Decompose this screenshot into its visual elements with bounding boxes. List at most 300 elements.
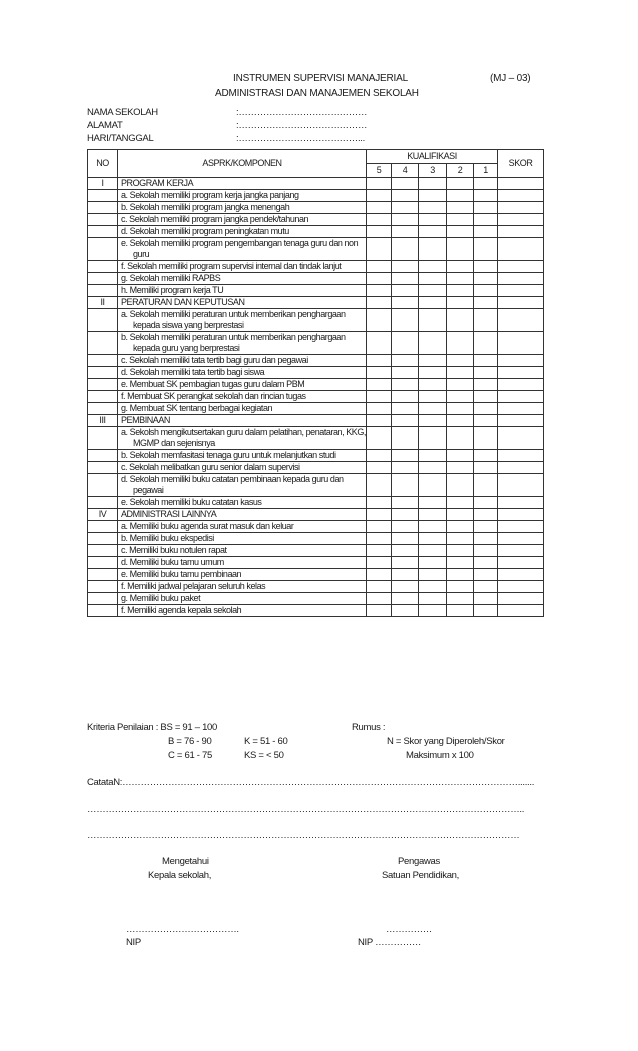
- item-cell: [118, 427, 367, 450]
- skor-cell[interactable]: [498, 261, 544, 273]
- sign-right-nip: NIP ……………: [358, 937, 422, 948]
- score-header-5: 5: [367, 164, 392, 178]
- score-cell[interactable]: [419, 332, 447, 355]
- score-cell[interactable]: [392, 605, 419, 617]
- skor-cell[interactable]: [498, 605, 544, 617]
- criteria-c: C = 61 - 75: [168, 750, 212, 761]
- score-cell[interactable]: [419, 521, 447, 533]
- item-label: c. Sekolah memiliki tata tertib bagi guru dan pegawai: [121, 355, 308, 365]
- skor-cell[interactable]: [498, 355, 544, 367]
- score-cell[interactable]: [474, 238, 498, 261]
- score-cell[interactable]: [367, 309, 392, 332]
- item-cell: [118, 474, 367, 497]
- score-cell[interactable]: [367, 238, 392, 261]
- table-row: [88, 379, 544, 391]
- item-cell: [118, 462, 367, 474]
- item-label: b. Sekolah memiliki program jangka menengah: [121, 202, 290, 212]
- score-cell[interactable]: [392, 521, 419, 533]
- score-cell[interactable]: [447, 533, 474, 545]
- supervision-table: [87, 149, 544, 617]
- section-number: III: [88, 415, 118, 427]
- sign-left-title: Mengetahui: [162, 856, 209, 867]
- section-cell: [419, 509, 447, 521]
- score-cell[interactable]: [392, 557, 419, 569]
- item-label: d. Memiliki buku tamu umum: [121, 557, 224, 567]
- skor-cell[interactable]: [498, 309, 544, 332]
- score-cell[interactable]: [367, 557, 392, 569]
- score-cell[interactable]: [367, 497, 392, 509]
- score-cell[interactable]: [419, 569, 447, 581]
- section-row: [88, 297, 544, 309]
- score-cell[interactable]: [367, 545, 392, 557]
- item-label: b. Sekolah memiliki peraturan untuk memberikan penghargaan kepada guru yang berprestasi: [121, 332, 346, 353]
- sign-left-role: Kepala sekolah,: [148, 870, 212, 881]
- score-cell[interactable]: [474, 462, 498, 474]
- section-cell: [498, 178, 544, 190]
- score-cell[interactable]: [474, 202, 498, 214]
- score-cell[interactable]: [392, 285, 419, 297]
- item-cell: [118, 367, 367, 379]
- skor-cell[interactable]: [498, 403, 544, 415]
- sign-right-title: Pengawas: [398, 856, 440, 867]
- score-cell[interactable]: [447, 605, 474, 617]
- score-cell[interactable]: [419, 497, 447, 509]
- section-title: PEMBINAAN: [118, 415, 367, 427]
- section-row: [88, 415, 544, 427]
- section-title: ADMINISTRASI LAINNYA: [118, 509, 367, 521]
- score-cell[interactable]: [474, 557, 498, 569]
- score-cell[interactable]: [419, 403, 447, 415]
- criteria-ks: KS = < 50: [244, 750, 284, 761]
- item-label: d. Sekolah memiliki tata tertib bagi siswa: [121, 367, 265, 377]
- notes-line-3[interactable]: ……………………………………………………………………………………………………………………………: [87, 830, 520, 841]
- score-cell[interactable]: [392, 581, 419, 593]
- table-row: [88, 332, 544, 355]
- score-cell[interactable]: [419, 427, 447, 450]
- score-cell[interactable]: [474, 569, 498, 581]
- item-label: f. Membuat SK perangkat sekolah dan rincian tugas: [121, 391, 306, 401]
- score-cell[interactable]: [419, 450, 447, 462]
- score-cell[interactable]: [367, 474, 392, 497]
- score-cell[interactable]: [474, 521, 498, 533]
- table-row: [88, 462, 544, 474]
- skor-cell[interactable]: [498, 202, 544, 214]
- score-cell[interactable]: [392, 273, 419, 285]
- score-cell[interactable]: [474, 593, 498, 605]
- score-cell[interactable]: [392, 226, 419, 238]
- score-cell[interactable]: [419, 474, 447, 497]
- score-cell[interactable]: [474, 214, 498, 226]
- item-cell: [118, 545, 367, 557]
- skor-cell[interactable]: [498, 545, 544, 557]
- score-cell[interactable]: [447, 557, 474, 569]
- col-header-no: NO: [88, 150, 118, 178]
- score-cell[interactable]: [392, 379, 419, 391]
- item-cell: [118, 569, 367, 581]
- score-cell[interactable]: [367, 355, 392, 367]
- row-number-cell: [88, 190, 118, 202]
- score-cell[interactable]: [447, 581, 474, 593]
- item-cell: [118, 238, 367, 261]
- score-cell[interactable]: [367, 403, 392, 415]
- row-number-cell: [88, 497, 118, 509]
- score-cell[interactable]: [392, 593, 419, 605]
- item-label: a. Sekolah memiliki peraturan untuk memberikan penghargaan kepada siswa yang berprestasi: [121, 309, 346, 330]
- section-cell: [474, 297, 498, 309]
- item-cell: [118, 332, 367, 355]
- item-label: a. Sekolah memiliki program kerja jangka panjang: [121, 190, 299, 200]
- score-cell[interactable]: [419, 533, 447, 545]
- score-cell[interactable]: [447, 427, 474, 450]
- score-cell[interactable]: [474, 285, 498, 297]
- table-row: [88, 450, 544, 462]
- score-cell[interactable]: [447, 214, 474, 226]
- section-cell: [447, 297, 474, 309]
- section-number: II: [88, 297, 118, 309]
- score-cell[interactable]: [447, 569, 474, 581]
- score-cell[interactable]: [474, 261, 498, 273]
- score-cell[interactable]: [367, 521, 392, 533]
- score-cell[interactable]: [392, 367, 419, 379]
- score-cell[interactable]: [392, 462, 419, 474]
- table-row: [88, 190, 544, 202]
- sign-left-name-line[interactable]: ……………………………….: [126, 924, 239, 935]
- section-cell: [474, 178, 498, 190]
- item-label: g. Memiliki buku paket: [121, 593, 201, 603]
- score-cell[interactable]: [419, 202, 447, 214]
- item-cell: [118, 285, 367, 297]
- skor-cell[interactable]: [498, 226, 544, 238]
- score-cell[interactable]: [419, 238, 447, 261]
- skor-cell[interactable]: [498, 190, 544, 202]
- skor-cell[interactable]: [498, 533, 544, 545]
- item-cell: [118, 391, 367, 403]
- score-cell[interactable]: [474, 403, 498, 415]
- score-cell[interactable]: [392, 190, 419, 202]
- score-cell[interactable]: [474, 427, 498, 450]
- table-row: [88, 403, 544, 415]
- score-cell[interactable]: [447, 238, 474, 261]
- score-cell[interactable]: [447, 261, 474, 273]
- row-number-cell: [88, 355, 118, 367]
- score-cell[interactable]: [447, 593, 474, 605]
- skor-cell[interactable]: [498, 214, 544, 226]
- score-cell[interactable]: [447, 190, 474, 202]
- table-body: [88, 178, 544, 617]
- score-cell[interactable]: [392, 569, 419, 581]
- item-cell: [118, 309, 367, 332]
- item-cell: [118, 403, 367, 415]
- score-cell[interactable]: [474, 533, 498, 545]
- row-number-cell: [88, 450, 118, 462]
- sign-right-role: Satuan Pendidikan,: [382, 870, 459, 881]
- date-field[interactable]: :…………………………………...: [236, 133, 365, 144]
- col-header-skor: SKOR: [498, 150, 544, 178]
- score-cell[interactable]: [367, 379, 392, 391]
- score-cell[interactable]: [447, 391, 474, 403]
- row-number-cell: [88, 332, 118, 355]
- form-subtitle: ADMINISTRASI DAN MANAJEMEN SEKOLAH: [215, 88, 419, 99]
- skor-cell[interactable]: [498, 391, 544, 403]
- score-cell[interactable]: [419, 462, 447, 474]
- score-cell[interactable]: [474, 226, 498, 238]
- item-cell: [118, 190, 367, 202]
- score-cell[interactable]: [447, 355, 474, 367]
- score-cell[interactable]: [419, 581, 447, 593]
- score-cell[interactable]: [392, 261, 419, 273]
- section-cell: [419, 415, 447, 427]
- score-cell[interactable]: [392, 355, 419, 367]
- row-number-cell: [88, 533, 118, 545]
- skor-cell[interactable]: [498, 285, 544, 297]
- score-cell[interactable]: [367, 332, 392, 355]
- skor-cell[interactable]: [498, 581, 544, 593]
- score-cell[interactable]: [392, 332, 419, 355]
- score-cell[interactable]: [392, 238, 419, 261]
- table-row: [88, 427, 544, 450]
- score-cell[interactable]: [419, 605, 447, 617]
- address-field[interactable]: :……………………………………: [236, 120, 368, 131]
- score-cell[interactable]: [419, 391, 447, 403]
- section-cell: [392, 178, 419, 190]
- score-cell[interactable]: [474, 545, 498, 557]
- item-label: e. Sekolah memiliki buku catatan kasus: [121, 497, 262, 507]
- score-cell[interactable]: [392, 450, 419, 462]
- row-number-cell: [88, 581, 118, 593]
- school-name-label: NAMA SEKOLAH: [87, 107, 158, 118]
- score-cell[interactable]: [367, 593, 392, 605]
- skor-cell[interactable]: [498, 497, 544, 509]
- school-name-field[interactable]: :……………………………………: [236, 107, 368, 118]
- form-code: (MJ – 03): [490, 73, 531, 84]
- score-header-1: 1: [474, 164, 498, 178]
- skor-cell[interactable]: [498, 273, 544, 285]
- score-cell[interactable]: [447, 309, 474, 332]
- score-cell[interactable]: [474, 367, 498, 379]
- score-cell[interactable]: [392, 202, 419, 214]
- row-number-cell: [88, 557, 118, 569]
- score-cell[interactable]: [474, 474, 498, 497]
- score-cell[interactable]: [367, 533, 392, 545]
- score-header-2: 2: [447, 164, 474, 178]
- table-row: [88, 557, 544, 569]
- score-cell[interactable]: [392, 474, 419, 497]
- row-number-cell: [88, 379, 118, 391]
- row-number-cell: [88, 427, 118, 450]
- skor-cell[interactable]: [498, 474, 544, 497]
- score-cell[interactable]: [367, 569, 392, 581]
- table-row: [88, 273, 544, 285]
- section-cell: [498, 415, 544, 427]
- score-cell[interactable]: [419, 285, 447, 297]
- skor-cell[interactable]: [498, 379, 544, 391]
- score-cell[interactable]: [367, 226, 392, 238]
- score-cell[interactable]: [447, 450, 474, 462]
- section-cell: [367, 509, 392, 521]
- score-cell[interactable]: [447, 545, 474, 557]
- skor-cell[interactable]: [498, 332, 544, 355]
- score-cell[interactable]: [367, 190, 392, 202]
- score-cell[interactable]: [419, 545, 447, 557]
- skor-cell[interactable]: [498, 521, 544, 533]
- score-cell[interactable]: [474, 581, 498, 593]
- score-cell[interactable]: [392, 497, 419, 509]
- item-label: a. Sekolsh mengikutsertakan guru dalam pelatihan, penataran, KKG, MGMP dan sejenisnya: [121, 427, 366, 448]
- score-cell[interactable]: [474, 391, 498, 403]
- score-cell[interactable]: [474, 190, 498, 202]
- score-cell[interactable]: [474, 309, 498, 332]
- score-cell[interactable]: [474, 332, 498, 355]
- skor-cell[interactable]: [498, 557, 544, 569]
- item-cell: [118, 379, 367, 391]
- skor-cell[interactable]: [498, 450, 544, 462]
- item-label: f. Sekolah memiliki program supervisi internal dan tindak lanjut: [121, 261, 342, 271]
- score-cell[interactable]: [419, 593, 447, 605]
- score-cell[interactable]: [419, 190, 447, 202]
- score-cell[interactable]: [474, 497, 498, 509]
- score-cell[interactable]: [447, 497, 474, 509]
- score-cell[interactable]: [367, 605, 392, 617]
- rumus-formula: N = Skor yang Diperoleh/Skor: [387, 736, 505, 747]
- skor-cell[interactable]: [498, 593, 544, 605]
- table-row: [88, 605, 544, 617]
- table-row: [88, 226, 544, 238]
- row-number-cell: [88, 261, 118, 273]
- rumus-label: Rumus :: [352, 722, 386, 733]
- section-cell: [447, 178, 474, 190]
- table-row: [88, 367, 544, 379]
- row-number-cell: [88, 474, 118, 497]
- score-cell[interactable]: [367, 285, 392, 297]
- row-number-cell: [88, 593, 118, 605]
- table-row: [88, 391, 544, 403]
- table-row: [88, 581, 544, 593]
- notes-field[interactable]: CatataN:………………………………………………………………………………………………………………….......: [87, 777, 535, 788]
- sign-right-name-line[interactable]: ……………: [386, 924, 433, 935]
- row-number-cell: [88, 202, 118, 214]
- item-cell: [118, 450, 367, 462]
- score-cell[interactable]: [367, 450, 392, 462]
- criteria-k: K = 51 - 60: [244, 736, 288, 747]
- score-cell[interactable]: [447, 521, 474, 533]
- score-cell[interactable]: [447, 202, 474, 214]
- score-cell[interactable]: [367, 273, 392, 285]
- score-cell[interactable]: [447, 226, 474, 238]
- table-row: [88, 545, 544, 557]
- table-row: [88, 261, 544, 273]
- rumus-max: Maksimum x 100: [406, 750, 474, 761]
- col-header-aspek: ASPRK/KOMPONEN: [118, 150, 367, 178]
- score-cell[interactable]: [474, 355, 498, 367]
- skor-cell[interactable]: [498, 427, 544, 450]
- score-cell[interactable]: [392, 214, 419, 226]
- section-title: PROGRAM KERJA: [118, 178, 367, 190]
- skor-cell[interactable]: [498, 367, 544, 379]
- section-cell: [474, 415, 498, 427]
- score-cell[interactable]: [474, 605, 498, 617]
- item-cell: [118, 593, 367, 605]
- row-number-cell: [88, 309, 118, 332]
- section-row: [88, 178, 544, 190]
- score-cell[interactable]: [447, 403, 474, 415]
- score-cell[interactable]: [447, 462, 474, 474]
- score-cell[interactable]: [367, 367, 392, 379]
- section-title: PERATURAN DAN KEPUTUSAN: [118, 297, 367, 309]
- table-row: [88, 521, 544, 533]
- score-cell[interactable]: [474, 273, 498, 285]
- skor-cell[interactable]: [498, 462, 544, 474]
- score-cell[interactable]: [392, 403, 419, 415]
- section-row: [88, 509, 544, 521]
- score-cell[interactable]: [419, 367, 447, 379]
- item-cell: [118, 497, 367, 509]
- score-cell[interactable]: [392, 427, 419, 450]
- score-cell[interactable]: [392, 391, 419, 403]
- score-cell[interactable]: [419, 557, 447, 569]
- score-cell[interactable]: [367, 391, 392, 403]
- row-number-cell: [88, 226, 118, 238]
- row-number-cell: [88, 521, 118, 533]
- score-cell[interactable]: [447, 332, 474, 355]
- score-cell[interactable]: [447, 285, 474, 297]
- score-cell[interactable]: [447, 273, 474, 285]
- score-cell[interactable]: [392, 309, 419, 332]
- skor-cell[interactable]: [498, 238, 544, 261]
- sign-left-nip: NIP: [126, 937, 141, 948]
- item-cell: [118, 557, 367, 569]
- item-label: f. Memiliki agenda kepala sekolah: [121, 605, 242, 615]
- score-cell[interactable]: [474, 450, 498, 462]
- score-cell[interactable]: [367, 462, 392, 474]
- section-cell: [367, 415, 392, 427]
- table-row: [88, 309, 544, 332]
- score-cell[interactable]: [367, 214, 392, 226]
- notes-line-2[interactable]: ……………………………………………………………………………………………………………………………..: [87, 804, 525, 815]
- table-row: [88, 214, 544, 226]
- skor-cell[interactable]: [498, 569, 544, 581]
- table-row: [88, 533, 544, 545]
- score-cell[interactable]: [419, 273, 447, 285]
- section-number: IV: [88, 509, 118, 521]
- score-cell[interactable]: [419, 309, 447, 332]
- score-cell[interactable]: [447, 379, 474, 391]
- score-cell[interactable]: [367, 581, 392, 593]
- form-title: INSTRUMEN SUPERVISI MANAJERIAL: [233, 73, 408, 84]
- section-cell: [419, 297, 447, 309]
- criteria-label: Kriteria Penilaian : BS = 91 – 100: [87, 722, 218, 733]
- score-cell[interactable]: [392, 533, 419, 545]
- row-number-cell: [88, 214, 118, 226]
- score-cell[interactable]: [367, 427, 392, 450]
- table-row: [88, 593, 544, 605]
- score-cell[interactable]: [367, 202, 392, 214]
- section-cell: [498, 509, 544, 521]
- item-cell: [118, 273, 367, 285]
- score-cell[interactable]: [367, 261, 392, 273]
- score-cell[interactable]: [419, 379, 447, 391]
- score-cell[interactable]: [419, 226, 447, 238]
- score-cell[interactable]: [447, 474, 474, 497]
- score-cell[interactable]: [474, 379, 498, 391]
- score-cell[interactable]: [419, 355, 447, 367]
- score-cell[interactable]: [392, 545, 419, 557]
- item-label: c. Sekolah memiliki program jangka pendek/tahunan: [121, 214, 309, 224]
- row-number-cell: [88, 462, 118, 474]
- score-cell[interactable]: [419, 214, 447, 226]
- section-number: I: [88, 178, 118, 190]
- score-cell[interactable]: [447, 367, 474, 379]
- score-cell[interactable]: [419, 261, 447, 273]
